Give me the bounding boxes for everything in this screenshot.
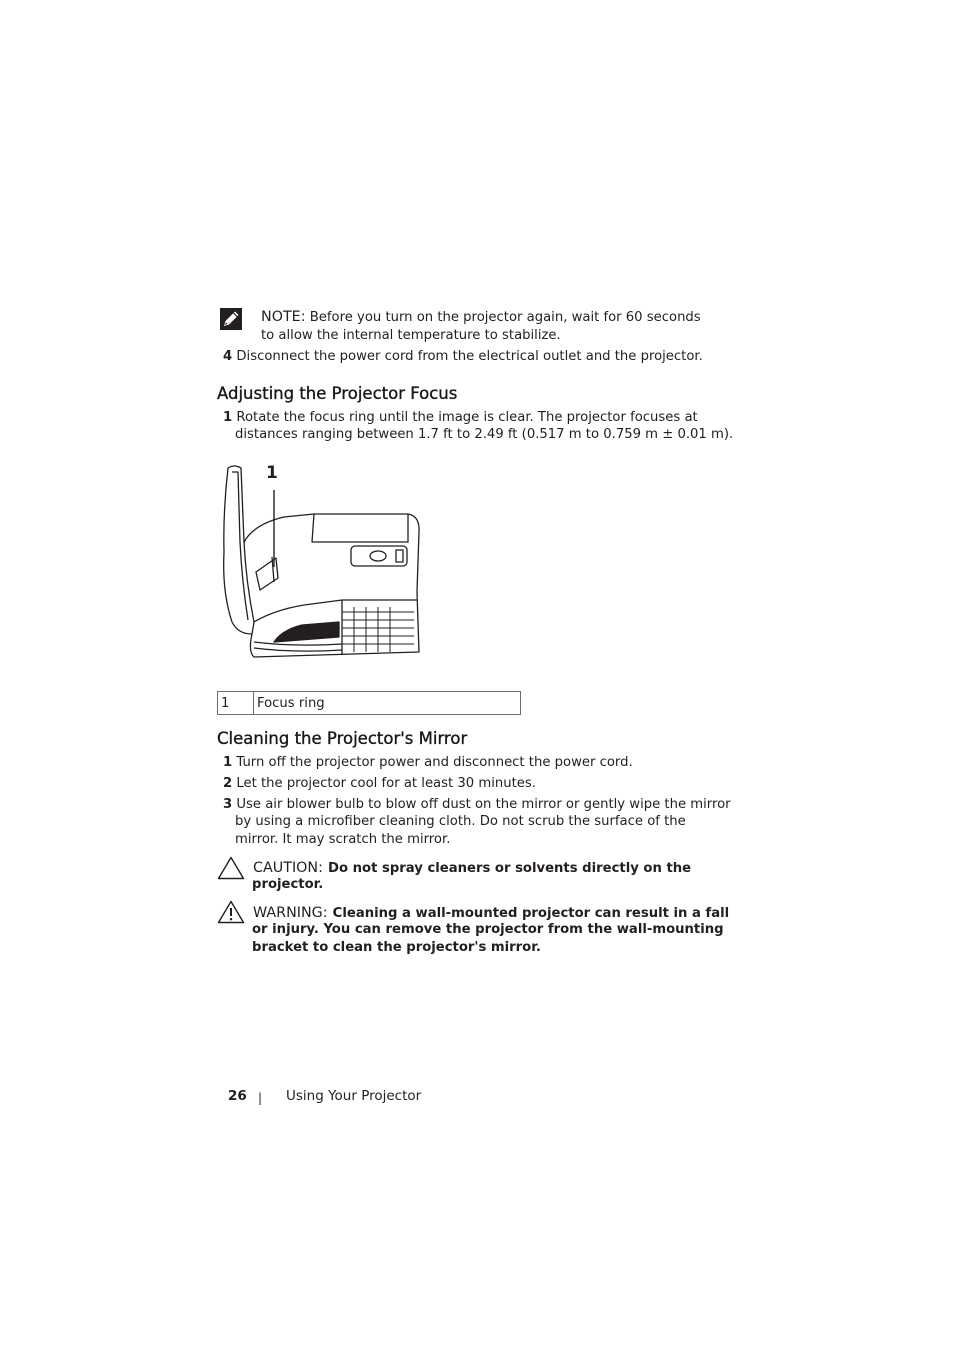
caution-text-1: Do not spray cleaners or solvents directly on the <box>328 861 692 876</box>
step-text: Use air blower bulb to blow off dust on the mirror or gently wipe the mirror <box>236 797 731 812</box>
mirror-step-1 <box>223 754 633 772</box>
step-number: 2 <box>223 776 233 791</box>
note-icon <box>220 308 242 330</box>
mirror-step-2 <box>223 775 536 793</box>
step-4 <box>223 348 703 366</box>
legend-number: 1 <box>218 692 254 715</box>
mirror-heading: Cleaning the Projector's Mirror <box>217 729 468 748</box>
note-line-1 <box>261 309 701 327</box>
step-text: Turn off the projector power and disconnect the power cord. <box>236 755 633 770</box>
note-line-2: to allow the internal temperature to stabilize. <box>261 328 561 343</box>
note-label: NOTE: <box>261 309 306 325</box>
step-number: 3 <box>223 797 233 812</box>
mirror-step-3-line-2: by using a microfiber cleaning cloth. Do not scrub the surface of the <box>235 814 686 829</box>
step-number: 1 <box>223 755 233 770</box>
legend-table <box>217 691 521 715</box>
footer-section-title: Using Your Projector <box>286 1088 422 1104</box>
step-text: Rotate the focus ring until the image is clear. The projector focuses at <box>236 410 698 425</box>
projector-illustration <box>214 462 424 662</box>
warning-icon <box>217 900 245 924</box>
focus-heading: Adjusting the Projector Focus <box>217 384 458 403</box>
step-number: 1 <box>223 410 233 425</box>
warning-line-2: or injury. You can remove the projector from the wall-mounting <box>252 922 724 937</box>
table-row <box>218 692 521 715</box>
focus-step-1-line-2: distances ranging between 1.7 ft to 2.49 ft (0.517 m to 0.759 m ± 0.01 m). <box>235 427 734 442</box>
step-number: 4 <box>223 349 233 364</box>
legend-label: Focus ring <box>254 692 521 715</box>
warning-label: WARNING: <box>253 905 328 921</box>
warning-text-1: Cleaning a wall-mounted projector can result in a fall <box>332 906 730 921</box>
step-text: Let the projector cool for at least 30 minutes. <box>236 776 536 791</box>
caution-line-2: projector. <box>252 877 324 892</box>
note-text-1: Before you turn on the projector again, wait for 60 seconds <box>309 310 701 325</box>
footer-separator: | <box>258 1091 263 1105</box>
caution-icon <box>217 856 245 880</box>
warning-line-3: bracket to clean the projector's mirror. <box>252 940 541 955</box>
figure-callout: 1 <box>266 463 278 483</box>
caution-label: CAUTION: <box>253 860 323 876</box>
focus-step-1-line-1 <box>223 409 698 427</box>
mirror-step-3-line-3: mirror. It may scratch the mirror. <box>235 832 451 847</box>
page-number: 26 <box>228 1088 247 1104</box>
mirror-step-3-line-1 <box>223 796 731 814</box>
step-text: Disconnect the power cord from the electrical outlet and the projector. <box>236 349 703 364</box>
